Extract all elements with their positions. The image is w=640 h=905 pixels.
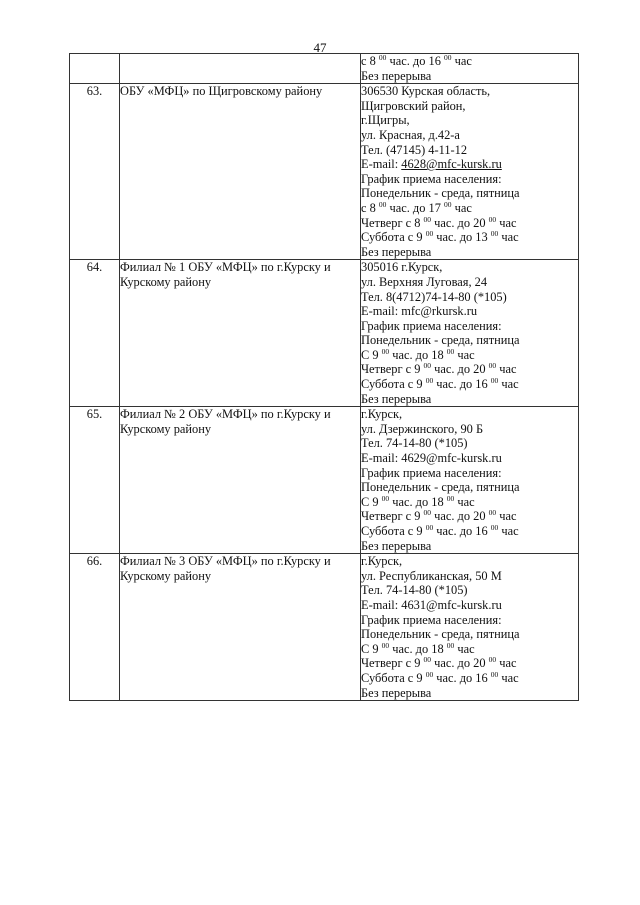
contact-line xyxy=(361,113,578,128)
row-number: 63. xyxy=(70,84,120,260)
contact-text: час. до 16 xyxy=(433,377,491,392)
contact-line xyxy=(361,377,578,392)
time-minutes-superscript: 00 xyxy=(444,199,452,209)
contact-line xyxy=(361,686,578,701)
time-minutes-superscript: 00 xyxy=(488,655,497,665)
contact-line xyxy=(361,509,578,524)
contact-text: час xyxy=(498,230,519,245)
office-name: ОБУ «МФЦ» по Щигровскому району xyxy=(120,84,361,260)
time-minutes-superscript: 00 xyxy=(490,376,499,386)
contact-line xyxy=(361,569,578,584)
time-minutes-superscript: 00 xyxy=(490,523,499,532)
contact-text: Без перерыва xyxy=(361,391,432,406)
table-row xyxy=(70,260,579,407)
contact-line xyxy=(361,128,578,143)
contact-text: час xyxy=(498,377,519,392)
contact-text: г.Курск, xyxy=(361,407,403,422)
contact-text: График приема населения: xyxy=(361,171,502,186)
contact-text: час xyxy=(454,641,475,656)
time-minutes-superscript: 00 xyxy=(425,229,434,239)
contact-text: час. до 20 xyxy=(431,509,489,524)
contact-text: С 9 xyxy=(361,641,382,656)
contact-text: г.Щигры, xyxy=(361,113,410,128)
time-minutes-superscript: 00 xyxy=(446,640,455,650)
contact-text: час xyxy=(498,524,519,538)
contact-text: час. до 20 xyxy=(431,656,489,671)
contact-text: График приема населения: xyxy=(361,612,502,627)
contact-line xyxy=(361,642,578,657)
row-number xyxy=(70,54,120,84)
time-minutes-superscript: 00 xyxy=(446,493,455,503)
time-minutes-superscript: 00 xyxy=(425,376,434,386)
table-row xyxy=(70,554,579,701)
contact-text: ул. Республиканская, 50 М xyxy=(361,568,502,583)
contact-line xyxy=(361,54,578,69)
mfc-offices-table xyxy=(69,53,579,701)
contact-text: час. до 18 xyxy=(389,641,447,656)
contact-line xyxy=(361,422,578,437)
contact-text: с 8 xyxy=(361,54,379,68)
contact-line xyxy=(361,333,578,348)
contact-line xyxy=(361,613,578,628)
time-minutes-superscript: 00 xyxy=(378,199,387,209)
office-name: Филиал № 1 ОБУ «МФЦ» по г.Курску и Курскому району xyxy=(120,260,361,407)
contact-line xyxy=(361,554,578,569)
contact-text: час. до 17 xyxy=(386,200,444,215)
contact-text: ул. Дзержинского, 90 Б xyxy=(361,421,484,436)
time-minutes-superscript: 00 xyxy=(381,493,390,503)
contact-text: Суббота с 9 xyxy=(361,524,426,538)
row-number: 65. xyxy=(70,407,120,554)
contact-line xyxy=(361,451,578,466)
contact-text: Тел. 74-14-80 (*105) xyxy=(361,583,468,598)
contact-line xyxy=(361,495,578,510)
time-minutes-superscript: 00 xyxy=(381,346,390,356)
contact-text: час xyxy=(454,494,475,509)
time-minutes-superscript: 00 xyxy=(423,214,432,224)
contact-line xyxy=(361,480,578,495)
email-link[interactable]: 4628@mfc-kursk.ru xyxy=(401,157,502,172)
contact-text: С 9 xyxy=(361,494,382,509)
time-minutes-superscript: 00 xyxy=(488,361,497,371)
page-number: 47 xyxy=(313,40,327,55)
contact-text: Без перерыва xyxy=(361,685,432,700)
contact-text: час xyxy=(496,656,517,671)
contact-text: E-mail: xyxy=(361,157,402,172)
contact-line xyxy=(361,598,578,613)
contact-line xyxy=(361,627,578,642)
contact-text: час. до 20 xyxy=(431,215,489,230)
row-number: 66. xyxy=(70,554,120,701)
time-minutes-superscript: 00 xyxy=(423,508,432,518)
contact-line xyxy=(361,348,578,363)
contact-text: час xyxy=(498,670,519,685)
time-minutes-superscript: 00 xyxy=(490,669,499,679)
contact-text: E-mail: mfc@rkursk.ru xyxy=(361,304,478,319)
contact-text: Понедельник - среда, пятница xyxy=(361,333,520,348)
contact-text: Четверг с 9 xyxy=(361,509,424,524)
time-minutes-superscript: 00 xyxy=(425,669,434,679)
contact-text: Четверг с 9 xyxy=(361,362,424,377)
time-minutes-superscript: 00 xyxy=(378,53,387,62)
contact-text: Понедельник - среда, пятница xyxy=(361,186,520,201)
time-minutes-superscript: 00 xyxy=(446,346,455,356)
office-contacts xyxy=(361,54,579,84)
contact-text: Четверг с 9 xyxy=(361,656,424,671)
contact-line xyxy=(361,84,578,99)
contact-line xyxy=(361,436,578,451)
office-contacts xyxy=(361,554,579,701)
contact-line xyxy=(361,275,578,290)
contact-line xyxy=(361,407,578,422)
office-contacts xyxy=(361,407,579,554)
table-row xyxy=(70,54,579,84)
contact-line xyxy=(361,172,578,187)
contact-text: час. до 18 xyxy=(389,494,447,509)
contact-text: Щигровский район, xyxy=(361,98,466,113)
contact-text: Без перерыва xyxy=(361,538,432,553)
contact-text: Без перерыва xyxy=(361,68,432,83)
contact-line xyxy=(361,583,578,598)
contact-line xyxy=(361,186,578,201)
table-body xyxy=(70,54,579,701)
contact-text: ул. Верхняя Луговая, 24 xyxy=(361,274,488,289)
time-minutes-superscript: 00 xyxy=(444,53,452,62)
contact-line xyxy=(361,245,578,260)
contact-text: час. до 16 xyxy=(433,524,491,538)
contact-line xyxy=(361,69,578,84)
contact-line xyxy=(361,157,578,172)
contact-text: С 9 xyxy=(361,347,382,362)
office-contacts xyxy=(361,260,579,407)
time-minutes-superscript: 00 xyxy=(488,214,497,224)
contact-text: Тел. (47145) 4-11-12 xyxy=(361,142,468,157)
contact-line xyxy=(361,260,578,275)
contact-line xyxy=(361,524,578,539)
contact-line xyxy=(361,201,578,216)
contact-line xyxy=(361,671,578,686)
contact-line xyxy=(361,466,578,481)
contact-text: час. до 18 xyxy=(389,347,447,362)
contact-text: с 8 xyxy=(361,200,379,215)
contact-text: E-mail: 4629@mfc-kursk.ru xyxy=(361,451,502,466)
contact-text: час xyxy=(496,362,517,377)
contact-text: час. до 13 xyxy=(433,230,491,245)
table-row xyxy=(70,407,579,554)
time-minutes-superscript: 00 xyxy=(423,361,432,371)
contact-line xyxy=(361,392,578,407)
time-minutes-superscript: 00 xyxy=(381,640,390,650)
contact-text: Понедельник - среда, пятница xyxy=(361,627,520,642)
contact-text: ул. Красная, д.42-а xyxy=(361,127,460,142)
contact-line xyxy=(361,319,578,334)
contact-text: 306530 Курская область, xyxy=(361,84,491,99)
office-name: Филиал № 3 ОБУ «МФЦ» по г.Курску и Курскому району xyxy=(120,554,361,701)
time-minutes-superscript: 00 xyxy=(490,229,499,239)
contact-text: час xyxy=(496,215,517,230)
contact-text: E-mail: 4631@mfc-kursk.ru xyxy=(361,597,502,612)
contact-line xyxy=(361,304,578,319)
office-name: Филиал № 2 ОБУ «МФЦ» по г.Курску и Курскому району xyxy=(120,407,361,554)
contact-text: График приема населения: xyxy=(361,465,502,480)
contact-line xyxy=(361,230,578,245)
contact-text: Суббота с 9 xyxy=(361,377,426,392)
contact-line xyxy=(361,143,578,158)
contact-text: 305016 г.Курск, xyxy=(361,260,443,275)
contact-text: час. до 16 xyxy=(433,670,491,685)
contact-text: г.Курск, xyxy=(361,554,403,569)
contact-text: час xyxy=(451,200,472,215)
contact-text: час. до 20 xyxy=(431,362,489,377)
contact-line xyxy=(361,539,578,554)
contact-text: Четверг с 8 xyxy=(361,215,424,230)
contact-text: Суббота с 9 xyxy=(361,230,426,245)
contact-text: Суббота с 9 xyxy=(361,670,426,685)
office-name xyxy=(120,54,361,84)
contact-text: График приема населения: xyxy=(361,318,502,333)
table-row xyxy=(70,84,579,260)
contact-line xyxy=(361,656,578,671)
time-minutes-superscript: 00 xyxy=(488,508,497,518)
office-contacts xyxy=(361,84,579,260)
contact-line xyxy=(361,290,578,305)
contact-text: Тел. 8(4712)74-14-80 (*105) xyxy=(361,289,507,304)
contact-text: час xyxy=(496,509,517,524)
row-number: 64. xyxy=(70,260,120,407)
contact-line xyxy=(361,362,578,377)
contact-text: Понедельник - среда, пятница xyxy=(361,480,520,495)
contact-line xyxy=(361,216,578,231)
time-minutes-superscript: 00 xyxy=(425,523,434,532)
contact-line xyxy=(361,99,578,114)
contact-text: час xyxy=(454,347,475,362)
contact-text: час xyxy=(451,54,472,68)
contact-text: Без перерыва xyxy=(361,244,432,259)
time-minutes-superscript: 00 xyxy=(423,655,432,665)
contact-text: Тел. 74-14-80 (*105) xyxy=(361,436,468,451)
contact-text: час. до 16 xyxy=(386,54,444,68)
